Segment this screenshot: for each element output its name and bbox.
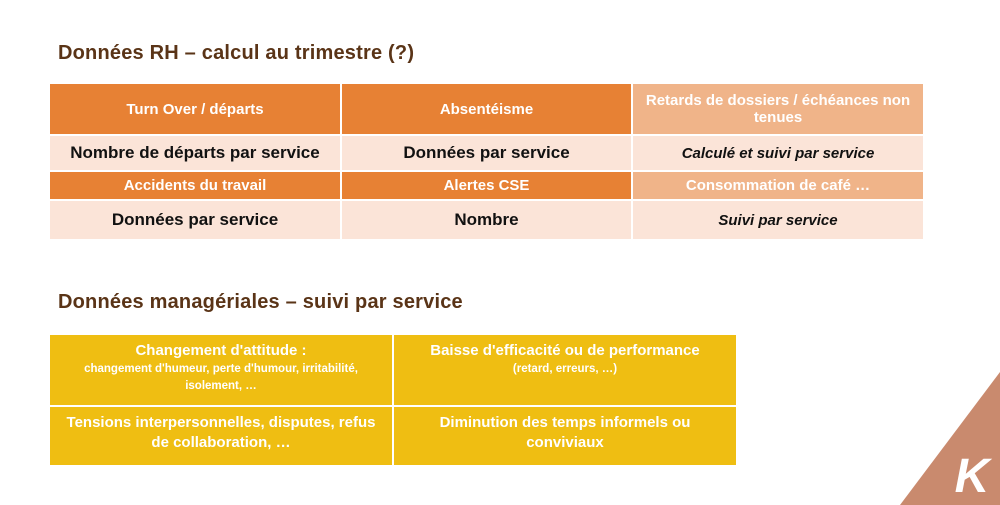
table-cell: Nombre <box>341 200 632 240</box>
table-cell: Données par service <box>50 200 341 240</box>
table-cell: Calculé et suivi par service <box>632 135 923 171</box>
cell-title: Baisse d'efficacité ou de performance <box>430 342 700 359</box>
rh-data-table <box>50 84 923 241</box>
table-header-cell: Absentéisme <box>341 84 632 135</box>
table-row <box>50 335 736 406</box>
table-header-cell: Consommation de café … <box>632 171 923 200</box>
table-cell: Données par service <box>341 135 632 171</box>
cell-detail: (retard, erreurs, …) <box>512 363 618 375</box>
cell-title: Diminution des temps informels ou conviviaux <box>439 414 691 451</box>
table-row <box>50 171 923 200</box>
managerial-data-table <box>50 335 736 467</box>
logo-letter: K <box>954 450 990 503</box>
table-cell <box>50 406 393 466</box>
table-cell <box>50 335 393 406</box>
table-row <box>50 84 923 135</box>
table-header-cell: Alertes CSE <box>341 171 632 200</box>
table-cell: Nombre de départs par service <box>50 135 341 171</box>
table-row <box>50 135 923 171</box>
table-cell <box>393 335 736 406</box>
rh-section-title: Données RH – calcul au trimestre (?) <box>58 42 415 64</box>
table-header-cell: Turn Over / départs <box>50 84 341 135</box>
table-cell <box>393 406 736 466</box>
table-header-cell: Accidents du travail <box>50 171 341 200</box>
table-row <box>50 406 736 466</box>
k-logo <box>900 372 1000 505</box>
table-header-cell: Retards de dossiers / échéances non tenues <box>632 84 923 135</box>
cell-title: Changement d'attitude : <box>135 342 307 359</box>
table-cell: Suivi par service <box>632 200 923 240</box>
managerial-section-title: Données managériales – suivi par service <box>58 291 463 313</box>
table-row <box>50 200 923 240</box>
cell-detail: changement d'humeur, perte d'humour, irritabilité, isolement, … <box>84 363 358 392</box>
cell-title: Tensions interpersonnelles, disputes, refus de collaboration, … <box>66 414 376 451</box>
